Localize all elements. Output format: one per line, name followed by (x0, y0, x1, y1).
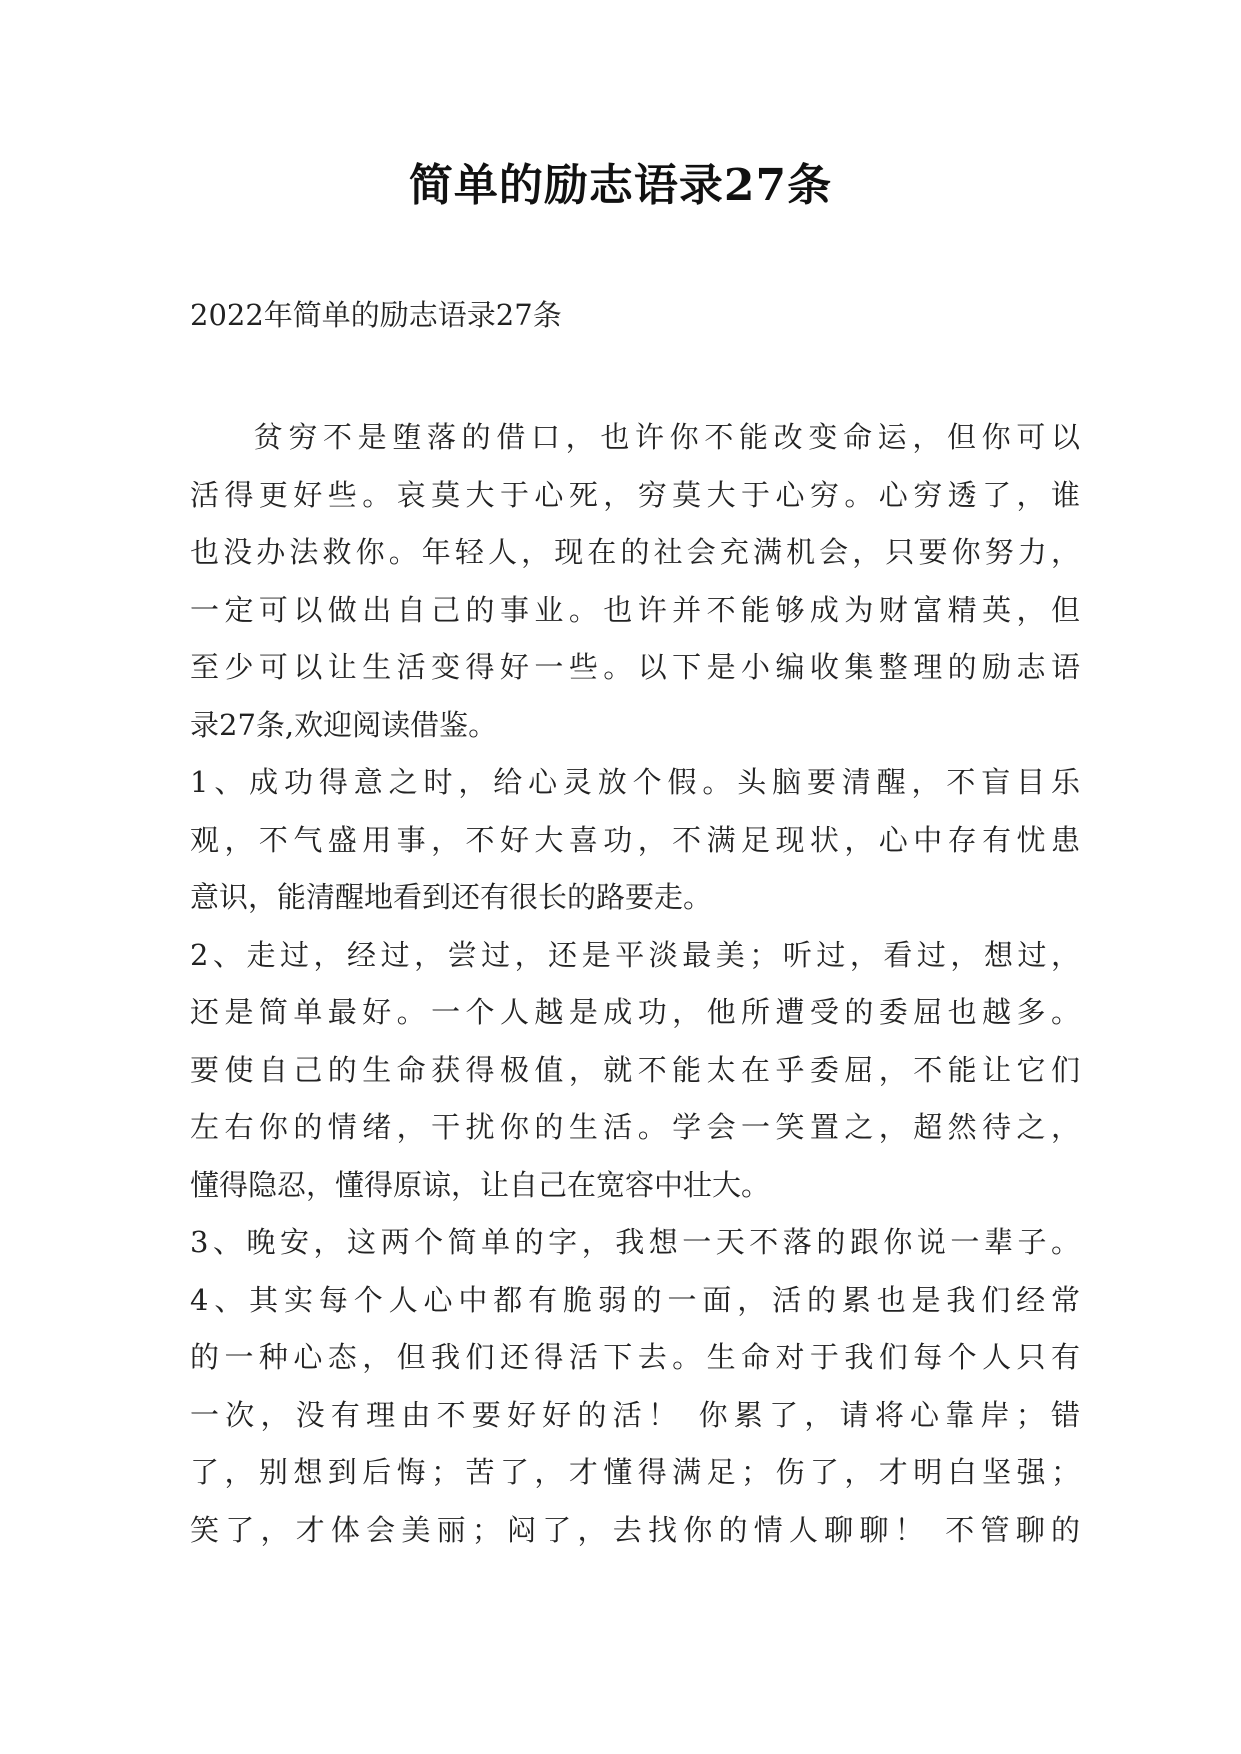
body-line (190, 1214, 1080, 1272)
body-line-text: 3、晚安，这两个简单的字，我想一天不落的跟你说一辈子。 (190, 1225, 1080, 1259)
body-line (190, 1099, 1080, 1157)
body-line (190, 1444, 1080, 1502)
document-title: 简单的励志语录27条 (408, 160, 833, 211)
body-line-text: 笑了，才体会美丽；闷了，去找你的情人聊聊！ 不管聊的 (190, 1512, 1080, 1547)
body-line (190, 524, 1080, 582)
body-line (190, 697, 1080, 755)
body-line-text: 的一种心态，但我们还得活下去。生命对于我们每个人只有 (190, 1340, 1080, 1374)
body-line-text: 了，别想到后悔；苦了，才懂得满足；伤了，才明白坚强； (190, 1455, 1080, 1489)
body-line (190, 1387, 1080, 1445)
body-line-text: 活得更好些。哀莫大于心死，穷莫大于心穷。心穷透了，谁 (190, 477, 1080, 512)
body-line-text: 贫穷不是堕落的借口，也许你不能改变命运，但你可以 (248, 420, 1080, 454)
body-line (190, 869, 1080, 927)
body-line (190, 1502, 1080, 1560)
body-line-text: 意识，能清醒地看到还有很长的路要走。 (190, 880, 713, 914)
body-line-text: 至少可以让生活变得好一些。以下是小编收集整理的励志语 (190, 650, 1080, 684)
body-line (190, 639, 1080, 697)
body-line (190, 812, 1080, 870)
body-line (190, 754, 1080, 812)
body-line-text: 观，不气盛用事，不好大喜功，不满足现状，心中存有忧患 (190, 822, 1080, 857)
body-line-text: 一次，没有理由不要好好的活！ 你累了，请将心靠岸；错 (190, 1397, 1080, 1432)
body-line (190, 984, 1080, 1042)
body-line (190, 582, 1080, 640)
body-line (190, 1042, 1080, 1100)
body-line (190, 1157, 1080, 1215)
body-line (190, 409, 1080, 467)
body-line-text: 也没办法救你。年轻人，现在的社会充满机会，只要你努力， (190, 535, 1080, 569)
body-line (190, 927, 1080, 985)
body-line (190, 467, 1080, 525)
body-line-text: 还是简单最好。一个人越是成功，他所遭受的委屈也越多。 (190, 995, 1080, 1029)
body-line-text: 一定可以做出自己的事业。也许并不能够成为财富精英，但 (190, 592, 1080, 627)
body-line-text: 懂得隐忍，懂得原谅，让自己在宽容中壮大。 (190, 1167, 771, 1202)
body-line (190, 1272, 1080, 1330)
body-line-text: 4、其实每个人心中都有脆弱的一面，活的累也是我们经常 (190, 1282, 1080, 1317)
body-line-text: 2、走过，经过，尝过，还是平淡最美；听过，看过，想过， (190, 937, 1080, 972)
document-subtitle: 2022年简单的励志语录27条 (190, 298, 562, 332)
document-body (190, 409, 1080, 1559)
body-line-text: 要使自己的生命获得极值，就不能太在乎委屈，不能让它们 (190, 1052, 1080, 1087)
body-line-text: 左右你的情绪，干扰你的生活。学会一笑置之，超然待之， (190, 1110, 1080, 1144)
body-line-text: 1、成功得意之时，给心灵放个假。头脑要清醒，不盲目乐 (190, 765, 1080, 799)
body-line (190, 1329, 1080, 1387)
body-line-text: 录27条,欢迎阅读借鉴。 (190, 707, 498, 742)
